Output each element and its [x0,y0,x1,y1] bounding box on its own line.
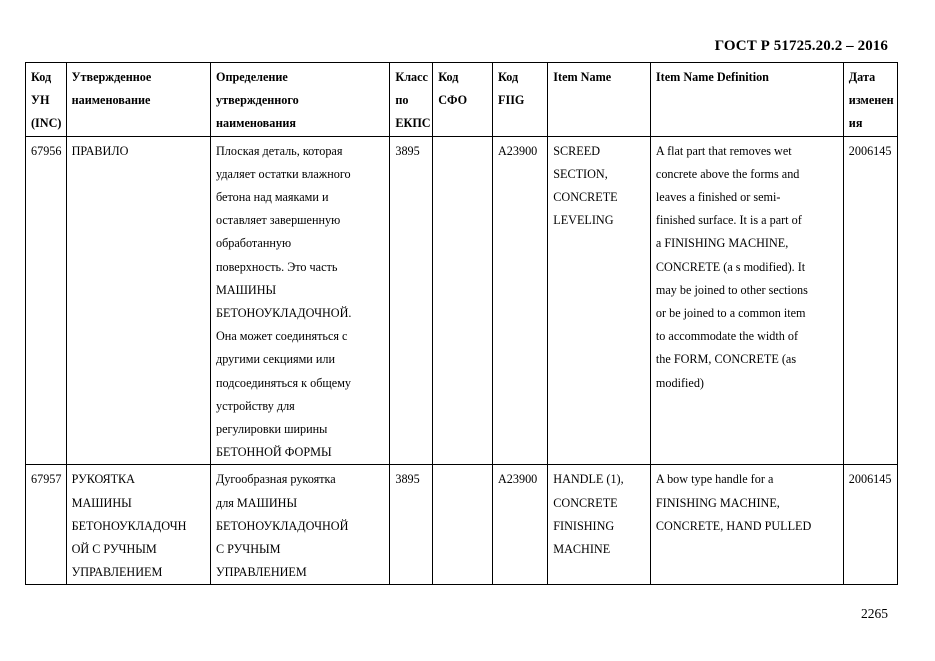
cell-text-line: A flat part that removes wet [655,143,792,158]
column-header-date [843,63,897,137]
cell-text-line: для МАШИНЫ [216,495,298,510]
nomenclature-table [25,62,898,585]
cell-text-line: HANDLE (1), [553,472,624,487]
cell-text-line: CONCRETE [553,495,618,510]
cell-text-line: УПРАВЛЕНИЕМ [71,565,163,580]
cell-text-line: другими секциями или [216,352,335,367]
cell-text-line: A23900 [498,472,538,487]
cell-text-line: FINISHING [553,518,615,533]
cell-text-line: удаляет остатки влажного [216,166,351,181]
cell-text-line: FINISHING MACHINE, [655,495,780,510]
cell-text-line: ОЙ С РУЧНЫМ [71,542,157,557]
cell-text-line: С РУЧНЫМ [216,542,281,557]
cell-item-name-definition [650,465,843,585]
cell-text-line: A23900 [498,143,538,158]
cell-text-line: A bow type handle for a [655,472,774,487]
column-header-code [26,63,67,137]
cell-text-line: Дугообразная рукоятка [216,472,336,487]
cell-fiig [493,136,548,465]
header-text-line: FIIG [498,93,525,108]
column-header-fiig [493,63,548,137]
cell-text-line: 2006145 [848,472,892,487]
cell-text-line: МАШИНЫ [216,282,277,297]
cell-text-line: поверхность. Это часть [216,259,338,274]
header-text-line: Код [498,70,519,84]
cell-definition [211,136,390,465]
header-text-line: Определение [216,70,288,84]
column-header-item-name [548,63,651,137]
cell-text-line: 67956 [31,143,62,158]
header-text-line: Класс [395,70,428,84]
cell-text-line: регулировки ширины [216,422,328,437]
cell-item-name [548,136,651,465]
column-header-sfo [433,63,493,137]
cell-date [843,465,897,585]
cell-text-line: concrete above the forms and [655,166,800,181]
cell-text-line: a FINISHING MACHINE, [655,236,789,251]
cell-text-line: finished surface. It is a part of [655,213,802,228]
cell-text-line: 3895 [395,143,420,158]
cell-text-line: БЕТОНОУКЛАДОЧНОЙ. [216,306,352,321]
cell-item-name [548,465,651,585]
header-text-line: ия [848,116,863,131]
cell-text-line: the FORM, CONCRETE (as [655,352,797,367]
cell-text-line: 3895 [395,472,420,487]
cell-fiig [493,465,548,585]
cell-sfo [433,136,493,465]
header-text-line: по [395,93,409,108]
cell-text-line: РУКОЯТКА [71,472,135,487]
cell-item-name-definition [650,136,843,465]
cell-class [390,465,433,585]
cell-text-line: БЕТОНОУКЛАДОЧН [71,518,187,533]
column-header-item-name-definition [650,63,843,137]
cell-approved-name [66,136,210,465]
cell-text-line: LEVELING [553,213,614,228]
cell-text-line: УПРАВЛЕНИЕМ [216,565,307,580]
cell-approved-name [66,465,210,585]
column-header-definition [211,63,390,137]
cell-sfo [433,465,493,585]
column-header-approved-name [66,63,210,137]
cell-code [26,465,67,585]
header-text-line: ЕКПС [395,116,431,131]
cell-class [390,136,433,465]
standard-designation: ГОСТ Р 51725.20.2 – 2016 [714,38,888,54]
header-text-line: Item Name [553,70,612,84]
cell-text-line: modified) [655,375,704,390]
cell-text-line: to accommodate the width of [655,329,799,344]
table-row [26,465,898,585]
cell-text-line: SECTION, [553,166,608,181]
cell-definition [211,465,390,585]
header-text-line: Утвержденное [71,70,152,84]
cell-text-line: may be joined to other sections [655,282,808,297]
header-text-line: утвержденного [216,93,299,108]
table-row [26,136,898,465]
cell-code [26,136,67,465]
column-header-class [390,63,433,137]
cell-text-line: подсоединяться к общему [216,375,352,390]
cell-text-line: МАШИНЫ [71,495,132,510]
header-text-line: (INC) [31,116,62,131]
header-text-line: Код [31,70,52,84]
header-text-line: наименования [216,116,296,131]
cell-date [843,136,897,465]
cell-text-line: оставляет завершенную [216,213,341,228]
header-text-line: УН [31,93,50,108]
cell-text-line: CONCRETE [553,190,618,205]
cell-text-line: MACHINE [553,542,611,557]
header-text-line: СФО [438,93,468,108]
cell-text-line: leaves a finished or semi- [655,190,781,205]
header-text-line: Item Name Definition [655,70,769,84]
table-header-row [26,63,898,137]
header-text-line: Код [438,70,459,84]
cell-text-line: БЕТОННОЙ ФОРМЫ [216,445,332,460]
cell-text-line: бетона над маяками и [216,190,329,205]
page-number: 2265 [861,606,888,621]
cell-text-line: 2006145 [848,143,892,158]
cell-text-line: устройству для [216,398,295,413]
cell-text-line: or be joined to a common item [655,306,806,321]
header-text-line: наименование [71,93,151,108]
cell-text-line: обработанную [216,236,292,251]
cell-text-line: CONCRETE (a s modified). It [655,259,806,274]
cell-text-line: 67957 [31,472,62,487]
cell-text-line: Она может соединяться с [216,329,348,344]
header-text-line: изменен [848,93,894,108]
cell-text-line: SCREED [553,143,600,158]
cell-text-line: Плоская деталь, которая [216,143,343,158]
header-text-line: Дата [848,70,876,84]
cell-text-line: CONCRETE, HAND PULLED [655,518,812,533]
cell-text-line: БЕТОНОУКЛАДОЧНОЙ [216,518,349,533]
cell-text-line: ПРАВИЛО [71,143,129,158]
